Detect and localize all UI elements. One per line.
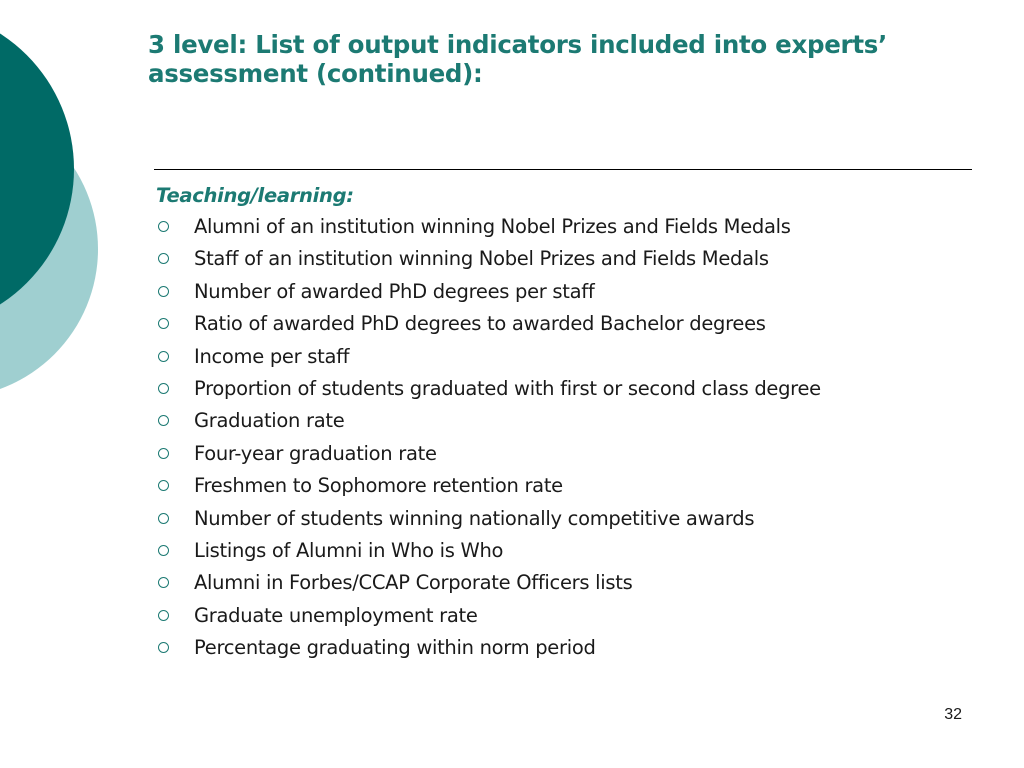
hollow-circle-icon	[158, 642, 169, 653]
list-item	[156, 243, 976, 275]
hollow-circle-icon	[158, 610, 169, 621]
list-item-text: Alumni in Forbes/CCAP Corporate Officers lists	[194, 571, 633, 595]
indicator-list	[156, 211, 976, 664]
list-item-text: Percentage graduating within norm period	[194, 636, 596, 660]
list-item-text: Alumni of an institution winning Nobel Prizes and Fields Medals	[194, 215, 791, 238]
list-item	[156, 567, 976, 599]
list-item-text: Income per staff	[194, 344, 350, 368]
slide-content	[156, 180, 976, 664]
list-item-text: Ratio of awarded PhD degrees to awarded Bachelor degrees	[194, 312, 766, 336]
list-item	[156, 503, 976, 535]
page-number: 32	[944, 706, 962, 723]
list-item-text: Number of awarded PhD degrees per staff	[194, 279, 595, 303]
list-item	[156, 341, 976, 373]
list-item-text: Graduation rate	[194, 409, 345, 433]
list-item	[156, 276, 976, 308]
list-item-text: Freshmen to Sophomore retention rate	[194, 474, 563, 498]
hollow-circle-icon	[158, 545, 169, 556]
hollow-circle-icon	[158, 448, 169, 459]
list-item-text: Four-year graduation rate	[194, 441, 437, 465]
title-divider	[154, 169, 972, 170]
hollow-circle-icon	[158, 351, 169, 362]
list-item	[156, 535, 976, 567]
list-item	[156, 405, 976, 437]
list-item	[156, 470, 976, 502]
list-item	[156, 373, 976, 405]
list-item	[156, 632, 976, 664]
list-item-text: Number of students winning nationally competitive awards	[194, 506, 755, 530]
section-heading: Teaching/learning:	[156, 184, 354, 207]
hollow-circle-icon	[158, 286, 169, 297]
hollow-circle-icon	[158, 383, 169, 394]
list-item-text: Graduate unemployment rate	[194, 603, 478, 627]
list-item	[156, 600, 976, 632]
hollow-circle-icon	[158, 577, 169, 588]
hollow-circle-icon	[158, 415, 169, 426]
hollow-circle-icon	[158, 480, 169, 491]
list-item	[156, 308, 976, 340]
hollow-circle-icon	[158, 513, 169, 524]
list-item	[156, 211, 976, 243]
hollow-circle-icon	[158, 253, 169, 264]
list-item-text: Listings of Alumni in Who is Who	[194, 538, 504, 562]
list-item	[156, 438, 976, 470]
list-item-text: Proportion of students graduated with first or second class degree	[194, 376, 821, 400]
slide-title: 3 level: List of output indicators included into experts’ assessment (continued):	[148, 30, 888, 88]
list-item-text: Staff of an institution winning Nobel Prizes and Fields Medals	[194, 247, 769, 271]
hollow-circle-icon	[158, 318, 169, 329]
hollow-circle-icon	[158, 221, 169, 232]
